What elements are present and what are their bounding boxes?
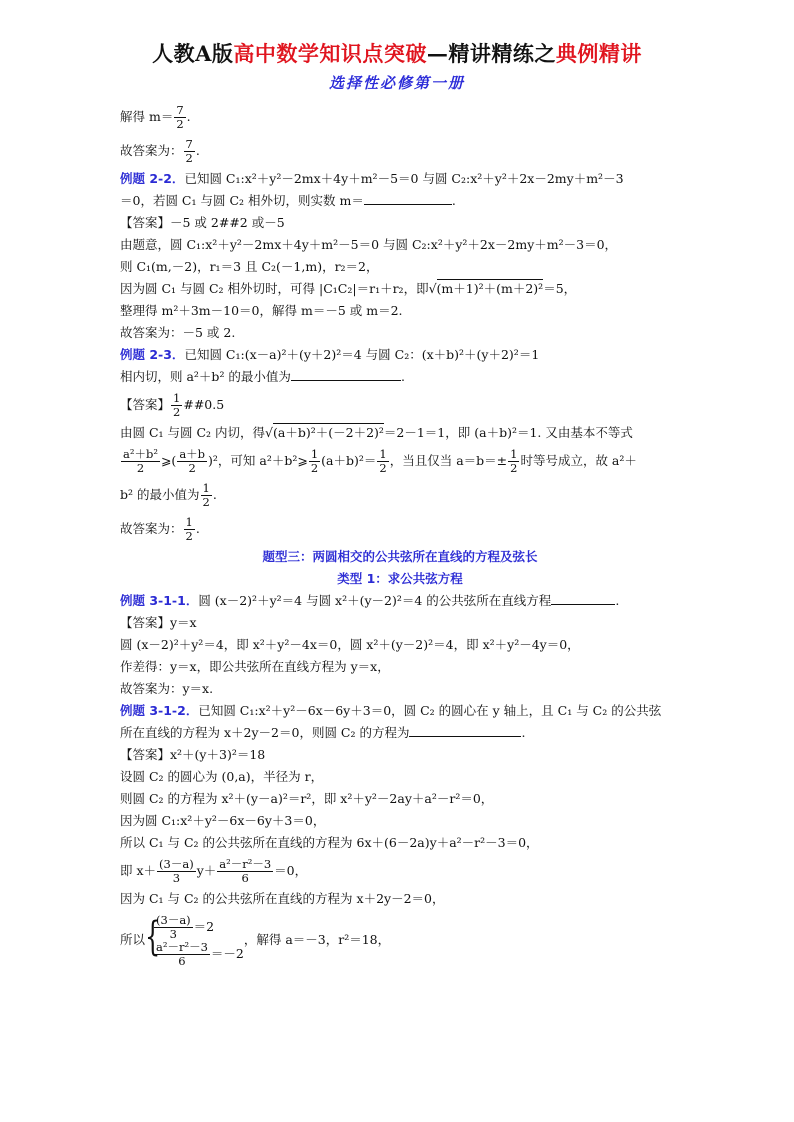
text: ##0.5 <box>183 397 225 412</box>
example-line <box>120 700 680 722</box>
text: ＝2 <box>193 919 215 934</box>
example-text: 已知圆 C₁:x²＋y²－2mx＋4y＋m²－5＝0 与圆 C₂:x²＋y²＋2x－2my＋m²－3 <box>184 171 624 186</box>
denominator: 2 <box>136 461 145 475</box>
fraction <box>174 104 185 131</box>
sqrt-radicand: (m＋1)²＋(m＋2)² <box>436 281 544 296</box>
system-row <box>153 941 244 968</box>
solution-line: 因为 C₁ 与 C₂ 的公共弦所在直线的方程为 x＋2y－2＝0， <box>120 891 445 906</box>
denominator: 2 <box>379 461 387 475</box>
solution-line: 由题意，圆 C₁:x²＋y²－2mx＋4y＋m²－5＝0 与圆 C₂:x²＋y²＋2x－2my＋m²－3＝0， <box>120 237 618 252</box>
answer-line: 【答案】y＝x <box>120 615 197 630</box>
solution-line <box>120 910 680 971</box>
numerator: 1 <box>379 447 387 461</box>
numerator: 1 <box>202 481 210 495</box>
fraction <box>217 858 273 885</box>
sqrt-radicand: (a＋b)²＋(－2＋2)² <box>273 425 384 440</box>
numerator: 1 <box>310 447 319 461</box>
sqrt-sign: √ <box>428 281 437 296</box>
text: ＝2－1＝1，即 (a＋b)²＝1. 又由基本不等式 <box>383 425 633 440</box>
text: 由圆 C₁ 与圆 C₂ 内切，得 <box>120 425 266 440</box>
header-edition: 人教A版 <box>152 41 234 66</box>
header-title: 高中数学知识点突破 <box>233 41 427 66</box>
text: ＝5， <box>543 281 577 296</box>
solution-line <box>120 444 680 478</box>
denominator: 6 <box>241 871 249 885</box>
numerator: (3－a) <box>156 913 191 927</box>
denominator: 3 <box>169 927 177 941</box>
answer-line: 【答案】－5 或 2##2 或－5 <box>120 215 285 230</box>
numerator: 1 <box>510 447 518 461</box>
numerator: 7 <box>176 103 184 117</box>
fraction <box>309 448 320 475</box>
numerator: a²－r²－3 <box>156 940 208 954</box>
solution-line: 所以 C₁ 与 C₂ 的公共弦所在直线的方程为 6x＋(6－2a)y＋a²－r²－3＝0， <box>120 835 539 850</box>
solution-line: 故答案为：－5 或 2. <box>120 325 236 340</box>
example-line <box>120 344 680 366</box>
solution-line <box>120 422 680 444</box>
text: ，解得 a＝－3，r²＝18， <box>243 932 391 947</box>
sqrt-sign: √ <box>265 425 274 440</box>
fraction <box>177 448 207 475</box>
fraction <box>157 858 196 885</box>
example-text: 已知圆 C₁:(x－a)²＋(y＋2)²＝4 与圆 C₂：(x＋b)²＋(y＋2)²＝1 <box>184 347 540 362</box>
numerator: 7 <box>185 137 193 151</box>
example-label: 例题 2-3． <box>120 347 185 362</box>
document-body <box>120 100 680 971</box>
denominator: 3 <box>172 871 181 885</box>
text: 解得 m＝ <box>120 109 174 124</box>
text: y＋ <box>196 863 217 878</box>
example-line: 例题 3-1-1．圆 (x－2)²＋y²＝4 与圆 x²＋(y－2)²＝4 的公共弦所在直线方程 . <box>120 593 620 608</box>
example-label: 例题 3-1-1． <box>120 593 199 608</box>
text: 【答案】 <box>120 397 171 412</box>
text: . <box>212 487 217 502</box>
solution-line <box>120 278 680 300</box>
fraction <box>377 448 388 475</box>
example-line <box>120 168 680 190</box>
text: . <box>195 521 200 536</box>
example-line: ＝0，若圆 C₁ 与圆 C₂ 相外切，则实数 m＝ . <box>120 193 456 208</box>
example-label: 例题 2-2． <box>120 171 185 186</box>
numerator: 1 <box>185 515 193 529</box>
denominator: 2 <box>188 461 196 475</box>
example-line: 所在直线的方程为 x＋2y－2＝0，则圆 C₂ 的方程为 . <box>120 725 526 740</box>
text: 时等号成立，故 a²＋ <box>520 453 637 468</box>
solution-line <box>120 478 680 512</box>
solution-line: 圆 (x－2)²＋y²＝4，即 x²＋y²－4x＝0，圆 x²＋(y－2)²＝4，即 x²＋y²－4y＝0， <box>120 637 580 652</box>
solution-line <box>120 854 680 888</box>
header-topic: 典例精讲 <box>555 41 642 66</box>
fraction <box>121 448 160 475</box>
answer-line: 【答案】x²＋(y＋3)²＝18 <box>120 747 266 762</box>
example-text: 已知圆 C₁:x²＋y²－6x－6y＋3＝0，圆 C₂ 的圆心在 y 轴上，且 C₁ 与 C₂ 的公共弦 <box>198 703 662 718</box>
denominator: 2 <box>510 461 518 475</box>
denominator: 6 <box>178 954 186 968</box>
solution-line: 则圆 C₂ 的方程为 x²＋(y－a)²＝r²，即 x²＋y²－2ay＋a²－r²＝0， <box>120 791 494 806</box>
text: 因为圆 C₁ 与圆 C₂ 相外切时，可得 |C₁C₂|＝r₁＋r₂，即 <box>120 281 429 296</box>
text: ，当且仅当 a＝b＝± <box>389 453 508 468</box>
text: 故答案为： <box>120 521 183 536</box>
denominator: 2 <box>310 461 319 475</box>
solution-line: 则 C₁(m,－2)，r₁＝3 且 C₂(－1,m)，r₂＝2， <box>120 259 379 274</box>
example-line: 相内切，则 a²＋b² 的最小值为 . <box>120 369 405 384</box>
solution-line: 整理得 m²＋3m－10＝0，解得 m＝－5 或 m＝2. <box>120 303 403 318</box>
text: ＝0， <box>274 863 308 878</box>
denominator: 2 <box>173 405 181 419</box>
numerator: (3－a) <box>159 857 194 871</box>
example-text: 圆 (x－2)²＋y²＝4 与圆 x²＋(y－2)²＝4 的公共弦所在直线方程 <box>198 593 552 608</box>
example-text: ＝0，若圆 C₁ 与圆 C₂ 相外切，则实数 m＝ <box>120 193 364 208</box>
section-title: 题型三：两圆相交的公共弦所在直线的方程及弦长 <box>262 549 538 564</box>
answer-line <box>120 388 680 422</box>
text: b² 的最小值为 <box>120 487 200 502</box>
subsection-title: 类型 1：求公共弦方程 <box>337 571 463 586</box>
denominator: 2 <box>185 529 193 543</box>
solution-line <box>120 512 680 546</box>
header-mid: —精讲精练之 <box>426 41 556 66</box>
fraction <box>201 482 212 509</box>
answer-blank <box>551 592 615 605</box>
numerator: a＋b <box>179 447 206 461</box>
denominator: 2 <box>176 117 184 131</box>
solution-line: 故答案为：y＝x. <box>120 681 214 696</box>
page-header <box>0 38 794 68</box>
answer-blank <box>409 724 521 737</box>
example-label: 例题 3-1-2． <box>120 703 199 718</box>
numerator: 1 <box>173 391 181 405</box>
solution-line: 作差得：y＝x，即公共弦所在直线方程为 y＝x， <box>120 659 390 674</box>
text: 即 x＋ <box>120 863 157 878</box>
text: ⩾( <box>160 453 177 468</box>
answer-blank <box>364 192 452 205</box>
example-text: 相内切，则 a²＋b² 的最小值为 <box>120 369 291 384</box>
text: )²，可知 a²＋b²⩾ <box>208 453 308 468</box>
system-rows <box>153 914 244 968</box>
fraction <box>154 941 210 968</box>
text-line: 故答案为： $\frac{7}{2}$ . <box>120 137 200 165</box>
system-row <box>153 914 244 941</box>
solution-line: 因为圆 C₁:x²＋y²－6x－6y＋3＝0， <box>120 813 326 828</box>
numerator: a²－r²－3 <box>219 857 272 871</box>
equation-system <box>145 911 244 971</box>
fraction <box>508 448 519 475</box>
text: ＝－2 <box>210 946 244 961</box>
fraction <box>184 516 195 543</box>
solution-line: 设圆 C₂ 的圆心为 (0,a)，半径为 r， <box>120 769 324 784</box>
fraction <box>171 392 182 419</box>
numerator: a²＋b² <box>123 447 158 461</box>
fraction <box>184 138 195 165</box>
brace-symbol: { <box>145 913 161 960</box>
answer-blank <box>291 368 401 381</box>
denominator: 2 <box>202 495 210 509</box>
example-text: 所在直线的方程为 x＋2y－2＝0，则圆 C₂ 的方程为 <box>120 725 410 740</box>
text-line: 解得 m＝ $\frac{7}{2}$ . <box>120 103 191 131</box>
text: (a＋b)²＝ <box>321 453 377 468</box>
text: 故答案为： <box>120 143 183 158</box>
denominator: 2 <box>185 151 193 165</box>
page-subheader: 选择性必修第一册 <box>328 74 465 92</box>
text: 所以 <box>120 932 146 947</box>
